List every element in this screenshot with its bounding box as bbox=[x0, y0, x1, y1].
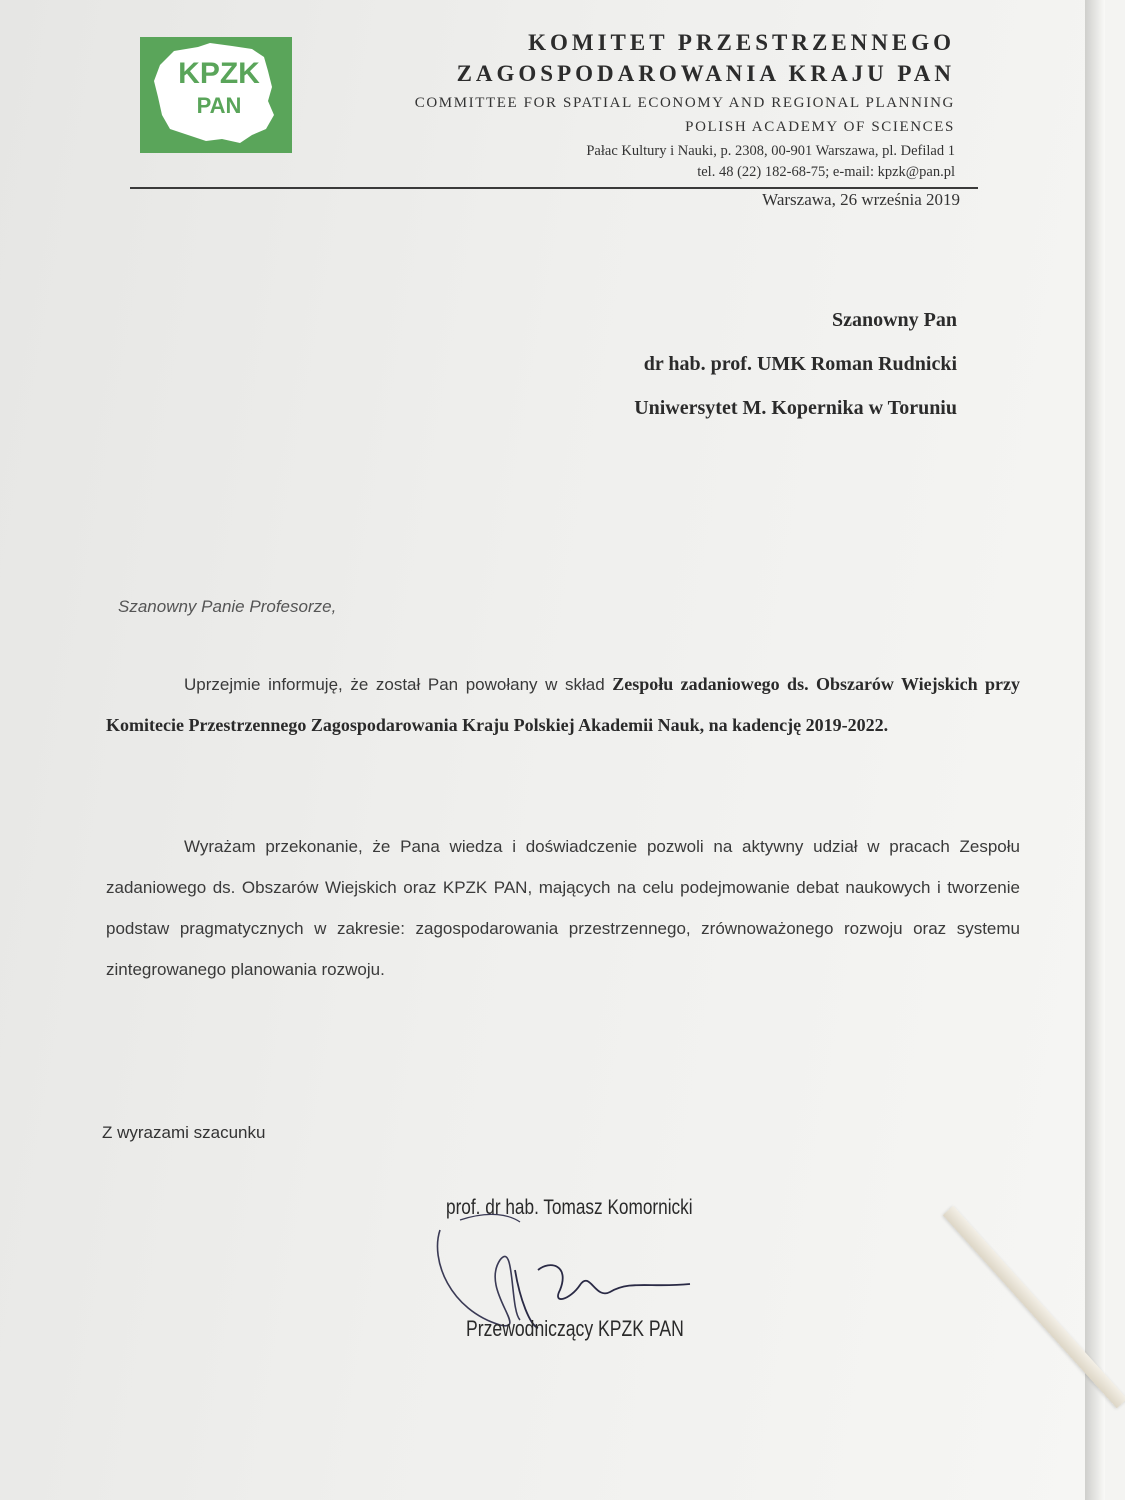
addressee-line1: Szanowny Pan bbox=[831, 309, 957, 331]
paragraph-1-bold: Zespołu zadaniowego ds. Obszarów Wiejskich przy Komitecie Przestrzennego Zagospodarowania Kraju Polskiej Akademii Nauk, na kadencję 2019-2022. bbox=[106, 674, 1021, 735]
addressee-line2: dr hab. prof. UMK Roman Rudnicki bbox=[643, 353, 957, 375]
institution-name-pl-line2: ZAGOSPODAROWANIA KRAJU PAN bbox=[456, 61, 955, 86]
closing: Z wyrazami szacunku bbox=[102, 1123, 266, 1142]
institution-contact: tel. 48 (22) 182-68-75; e-mail: kpzk@pan.pl bbox=[697, 164, 955, 180]
kpzk-logo bbox=[140, 37, 292, 153]
addressee-line3: Uniwersytet M. Kopernika w Toruniu bbox=[634, 397, 957, 419]
body-paragraph-1 bbox=[106, 664, 1020, 746]
signatory-role: Przewodniczący KPZK PAN bbox=[466, 1316, 684, 1341]
logo-text-pan: PAN bbox=[196, 93, 242, 118]
signatory-name: prof. dr hab. Tomasz Komornicki bbox=[446, 1196, 693, 1219]
institution-name-pl-line1: KOMITET PRZESTRZENNEGO bbox=[528, 30, 955, 55]
body-paragraph-2: Wyrażam przekonanie, że Pana wiedza i doświadczenie pozwoli na aktywny udział w pracach Zespołu zadaniowego ds. Obszarów Wiejskich oraz KPZK PAN, mających na celu podejmowanie debat naukowych i tworzenie podstaw pragmatycznych w zakresie: zagospodarowania przestrzennego, zrównoważonego rozwoju oraz systemu zintegrowanego planowania rozwoju. bbox=[106, 837, 1020, 979]
institution-address: Pałac Kultury i Nauki, p. 2308, 00-901 Warszawa, pl. Defilad 1 bbox=[586, 143, 955, 159]
letter-date: Warszawa, 26 września 2019 bbox=[762, 190, 960, 209]
logo-text-kpzk: KPZK bbox=[178, 57, 260, 90]
sheet-edge bbox=[1085, 0, 1105, 1500]
letterhead-divider bbox=[130, 187, 978, 189]
institution-name-en-line2: POLISH ACADEMY OF SCIENCES bbox=[685, 119, 955, 135]
paragraph-1-lead: Uprzejmie informuję, że został Pan powołany w skład bbox=[184, 675, 613, 694]
institution-name-en-line1: COMMITTEE FOR SPATIAL ECONOMY AND REGIONAL PLANNING bbox=[414, 95, 955, 111]
salutation: Szanowny Panie Profesorze, bbox=[118, 597, 337, 616]
